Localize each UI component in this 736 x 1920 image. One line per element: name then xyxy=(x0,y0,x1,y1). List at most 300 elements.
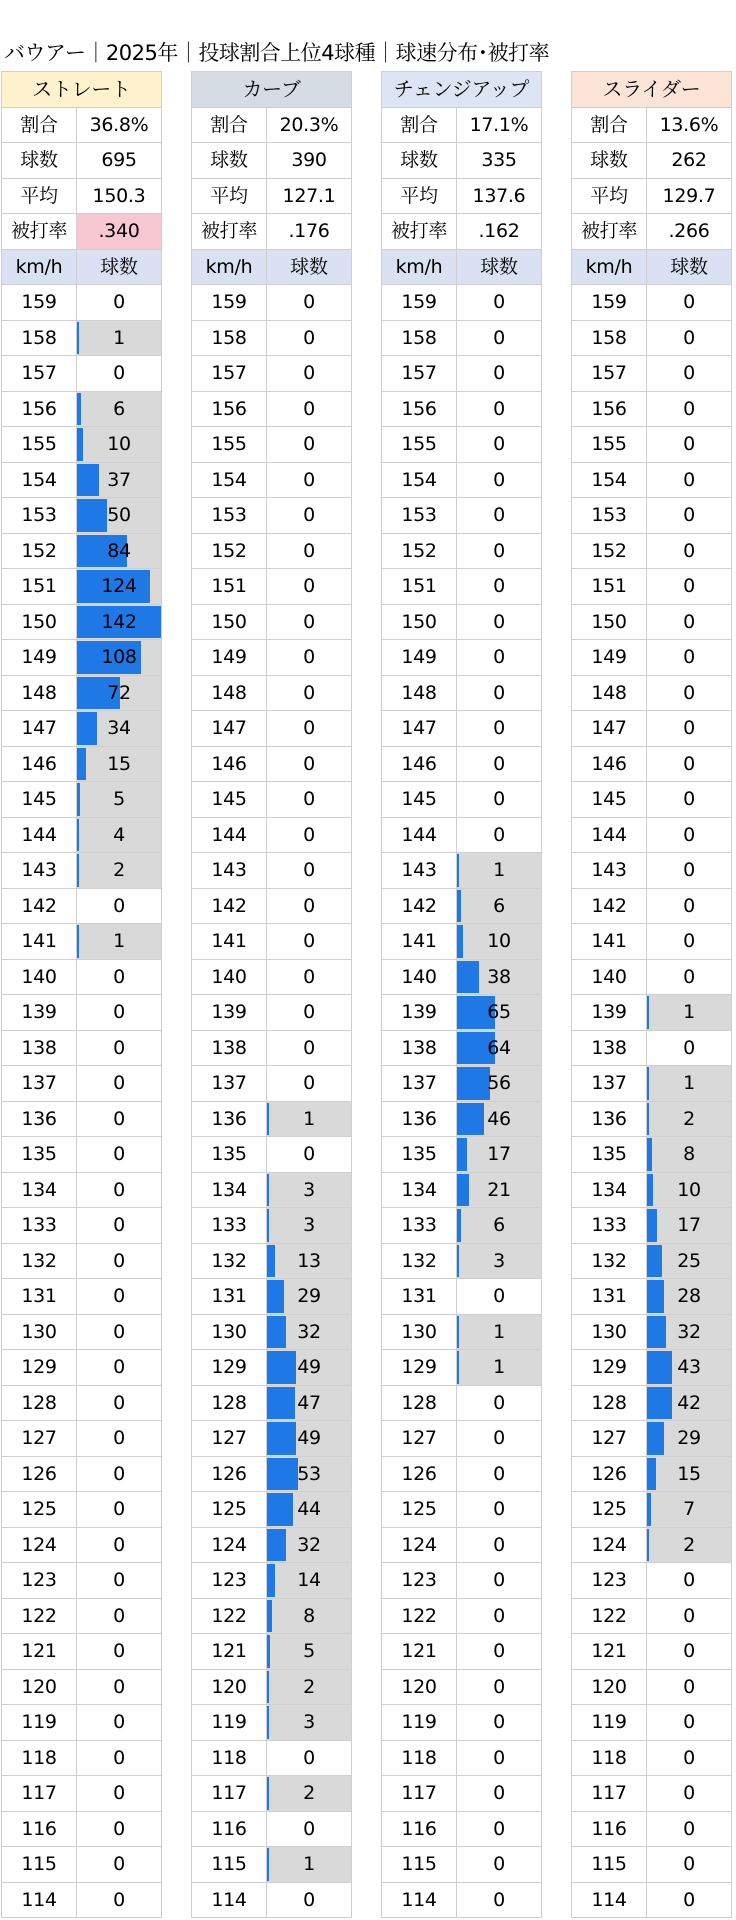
count-data-label: 0 xyxy=(113,1178,125,1201)
count-data-label: 3 xyxy=(303,1711,315,1734)
count-data-label: 0 xyxy=(303,397,315,420)
count-bar xyxy=(267,1351,296,1384)
speed-tick-label: 116 xyxy=(192,1811,267,1847)
speed-column-header: km/h xyxy=(2,249,77,285)
count-cell xyxy=(457,569,542,605)
speed-tick-label: 138 xyxy=(382,1030,457,1066)
speed-tick-label: 122 xyxy=(2,1598,77,1634)
stat-value-bavg: .162 xyxy=(457,214,542,250)
pitch-table xyxy=(191,71,352,1918)
count-data-label: 0 xyxy=(303,433,315,456)
count-data-label: 49 xyxy=(297,1427,321,1450)
count-data-label: 5 xyxy=(303,1640,315,1663)
count-data-label: 0 xyxy=(303,504,315,527)
count-data-label: 84 xyxy=(107,539,131,562)
count-data-label: 47 xyxy=(297,1391,321,1414)
count-data-label: 0 xyxy=(493,1711,505,1734)
count-bar xyxy=(77,748,86,781)
speed-tick-label: 125 xyxy=(382,1492,457,1528)
speed-tick-label: 117 xyxy=(192,1776,267,1812)
count-cell xyxy=(457,1669,542,1705)
speed-tick-label: 127 xyxy=(572,1421,647,1457)
count-data-label: 0 xyxy=(493,1746,505,1769)
speed-tick-label: 141 xyxy=(382,924,457,960)
count-cell xyxy=(77,959,162,995)
count-data-label: 0 xyxy=(303,1001,315,1024)
speed-tick-label: 117 xyxy=(382,1776,457,1812)
count-data-label: 3 xyxy=(493,1249,505,1272)
speed-tick-label: 124 xyxy=(2,1527,77,1563)
count-bar xyxy=(647,1422,664,1455)
count-cell xyxy=(457,1314,542,1350)
speed-tick-label: 134 xyxy=(2,1172,77,1208)
count-data-label: 0 xyxy=(113,291,125,314)
speed-tick-label: 128 xyxy=(192,1385,267,1421)
speed-tick-label: 119 xyxy=(572,1705,647,1741)
count-cell xyxy=(267,1634,352,1670)
count-data-label: 0 xyxy=(113,1072,125,1095)
count-cell xyxy=(77,711,162,747)
count-data-label: 0 xyxy=(683,1036,695,1059)
speed-tick-label: 127 xyxy=(192,1421,267,1457)
speed-tick-label: 159 xyxy=(2,285,77,321)
count-data-label: 108 xyxy=(101,646,137,669)
speed-tick-label: 157 xyxy=(192,356,267,392)
speed-tick-label: 123 xyxy=(572,1563,647,1599)
count-data-label: 0 xyxy=(113,1036,125,1059)
stat-label: 被打率 xyxy=(572,214,647,250)
speed-tick-label: 157 xyxy=(2,356,77,392)
speed-tick-label: 155 xyxy=(382,427,457,463)
count-cell xyxy=(457,1172,542,1208)
stat-value-ratio: 36.8% xyxy=(77,107,162,143)
count-data-label: 0 xyxy=(113,965,125,988)
count-cell xyxy=(647,427,732,463)
speed-tick-label: 146 xyxy=(192,746,267,782)
count-cell xyxy=(457,1598,542,1634)
count-data-label: 0 xyxy=(493,362,505,385)
count-data-label: 0 xyxy=(493,539,505,562)
count-data-label: 0 xyxy=(113,1746,125,1769)
count-cell xyxy=(457,1811,542,1847)
speed-tick-label: 126 xyxy=(192,1456,267,1492)
count-cell xyxy=(77,817,162,853)
count-cell xyxy=(457,604,542,640)
count-data-label: 0 xyxy=(683,1746,695,1769)
count-cell xyxy=(457,1492,542,1528)
count-data-label: 17 xyxy=(487,1143,511,1166)
speed-tick-label: 121 xyxy=(572,1634,647,1670)
count-cell xyxy=(267,356,352,392)
count-bar xyxy=(267,1387,295,1420)
count-cell xyxy=(77,640,162,676)
speed-tick-label: 127 xyxy=(382,1421,457,1457)
stat-value-count: 262 xyxy=(647,143,732,179)
count-cell xyxy=(457,1705,542,1741)
count-data-label: 64 xyxy=(487,1036,511,1059)
count-data-label: 21 xyxy=(487,1178,511,1201)
speed-tick-label: 149 xyxy=(572,640,647,676)
count-data-label: 1 xyxy=(493,859,505,882)
count-cell xyxy=(267,1456,352,1492)
speed-tick-label: 147 xyxy=(192,711,267,747)
speed-tick-label: 155 xyxy=(572,427,647,463)
count-cell xyxy=(77,1634,162,1670)
count-column-header: 球数 xyxy=(457,249,542,285)
stat-label: 球数 xyxy=(382,143,457,179)
count-cell xyxy=(457,675,542,711)
count-cell xyxy=(267,1172,352,1208)
count-data-label: 0 xyxy=(683,681,695,704)
speed-tick-label: 158 xyxy=(572,320,647,356)
count-cell xyxy=(267,1385,352,1421)
count-cell xyxy=(77,1066,162,1102)
count-data-label: 0 xyxy=(303,1143,315,1166)
count-data-label: 0 xyxy=(683,1817,695,1840)
count-cell xyxy=(267,711,352,747)
count-bar xyxy=(77,322,79,355)
speed-tick-label: 140 xyxy=(382,959,457,995)
count-data-label: 46 xyxy=(487,1107,511,1130)
count-cell xyxy=(77,1456,162,1492)
count-data-label: 0 xyxy=(493,1675,505,1698)
count-data-label: 38 xyxy=(487,965,511,988)
count-bar xyxy=(457,890,461,923)
stat-label: 平均 xyxy=(382,178,457,214)
count-data-label: 13 xyxy=(297,1249,321,1272)
speed-tick-label: 147 xyxy=(382,711,457,747)
pitch-table xyxy=(571,71,732,1918)
speed-tick-label: 116 xyxy=(572,1811,647,1847)
count-data-label: 1 xyxy=(493,1356,505,1379)
count-cell xyxy=(77,995,162,1031)
stat-label: 球数 xyxy=(2,143,77,179)
speed-tick-label: 121 xyxy=(192,1634,267,1670)
speed-tick-label: 140 xyxy=(192,959,267,995)
count-data-label: 0 xyxy=(683,504,695,527)
count-cell xyxy=(647,1882,732,1918)
count-data-label: 0 xyxy=(683,1711,695,1734)
count-cell xyxy=(647,1492,732,1528)
count-cell xyxy=(267,1847,352,1883)
count-cell xyxy=(457,1634,542,1670)
speed-tick-label: 142 xyxy=(192,888,267,924)
count-data-label: 0 xyxy=(113,1462,125,1485)
count-cell xyxy=(267,391,352,427)
count-cell xyxy=(267,888,352,924)
count-cell xyxy=(77,1776,162,1812)
count-cell xyxy=(77,1882,162,1918)
count-bar xyxy=(647,1280,664,1313)
count-data-label: 8 xyxy=(303,1604,315,1627)
count-data-label: 0 xyxy=(683,965,695,988)
count-cell xyxy=(77,1705,162,1741)
speed-tick-label: 125 xyxy=(192,1492,267,1528)
speed-tick-label: 138 xyxy=(192,1030,267,1066)
speed-tick-label: 149 xyxy=(2,640,77,676)
count-data-label: 15 xyxy=(107,752,131,775)
speed-tick-label: 143 xyxy=(2,853,77,889)
pitch-table xyxy=(381,71,542,1918)
count-data-label: 32 xyxy=(297,1320,321,1343)
count-bar xyxy=(77,712,97,745)
count-bar xyxy=(267,1209,269,1242)
count-data-label: 2 xyxy=(683,1533,695,1556)
speed-tick-label: 134 xyxy=(572,1172,647,1208)
count-data-label: 0 xyxy=(303,894,315,917)
count-cell xyxy=(77,1172,162,1208)
count-data-label: 0 xyxy=(303,965,315,988)
count-data-label: 0 xyxy=(303,646,315,669)
count-cell xyxy=(647,924,732,960)
stat-label: 割合 xyxy=(2,107,77,143)
speed-tick-label: 140 xyxy=(572,959,647,995)
count-cell xyxy=(457,1101,542,1137)
count-cell xyxy=(457,959,542,995)
count-cell xyxy=(77,1137,162,1173)
count-data-label: 49 xyxy=(297,1356,321,1379)
speed-tick-label: 149 xyxy=(192,640,267,676)
count-data-label: 1 xyxy=(683,1072,695,1095)
count-cell xyxy=(77,604,162,640)
speed-tick-label: 159 xyxy=(192,285,267,321)
count-data-label: 0 xyxy=(683,362,695,385)
count-cell xyxy=(457,1350,542,1386)
speed-column-header: km/h xyxy=(382,249,457,285)
speed-tick-label: 148 xyxy=(572,675,647,711)
count-data-label: 3 xyxy=(303,1178,315,1201)
count-data-label: 50 xyxy=(107,504,131,527)
count-data-label: 0 xyxy=(683,610,695,633)
count-cell xyxy=(77,888,162,924)
count-data-label: 15 xyxy=(677,1462,701,1485)
count-cell xyxy=(457,1740,542,1776)
speed-tick-label: 133 xyxy=(572,1208,647,1244)
count-bar xyxy=(457,1103,484,1136)
count-cell xyxy=(647,1172,732,1208)
speed-tick-label: 116 xyxy=(2,1811,77,1847)
count-cell xyxy=(457,533,542,569)
count-bar xyxy=(457,1138,467,1171)
count-data-label: 42 xyxy=(677,1391,701,1414)
count-cell xyxy=(647,1208,732,1244)
count-cell xyxy=(267,1101,352,1137)
count-cell xyxy=(647,1527,732,1563)
count-cell xyxy=(267,1030,352,1066)
count-bar xyxy=(267,1245,275,1278)
count-bar xyxy=(457,1067,490,1100)
count-data-label: 0 xyxy=(303,1888,315,1911)
count-data-label: 0 xyxy=(683,894,695,917)
count-cell xyxy=(457,1847,542,1883)
count-bar xyxy=(457,1174,469,1207)
count-data-label: 28 xyxy=(677,1285,701,1308)
count-data-label: 0 xyxy=(303,1817,315,1840)
count-cell xyxy=(77,391,162,427)
count-cell xyxy=(77,356,162,392)
count-data-label: 37 xyxy=(107,468,131,491)
speed-tick-label: 158 xyxy=(2,320,77,356)
speed-tick-label: 123 xyxy=(382,1563,457,1599)
count-data-label: 0 xyxy=(493,1569,505,1592)
speed-tick-label: 139 xyxy=(2,995,77,1031)
count-data-label: 0 xyxy=(113,1214,125,1237)
speed-tick-label: 156 xyxy=(382,391,457,427)
count-data-label: 142 xyxy=(101,610,137,633)
count-data-label: 1 xyxy=(683,1001,695,1024)
count-cell xyxy=(77,1811,162,1847)
count-cell xyxy=(267,604,352,640)
speed-tick-label: 115 xyxy=(192,1847,267,1883)
stat-label: 平均 xyxy=(2,178,77,214)
count-data-label: 4 xyxy=(113,823,125,846)
count-data-label: 0 xyxy=(683,788,695,811)
count-cell xyxy=(77,1669,162,1705)
count-cell xyxy=(267,427,352,463)
count-cell xyxy=(647,782,732,818)
count-data-label: 0 xyxy=(493,1640,505,1663)
stat-value-ratio: 20.3% xyxy=(267,107,352,143)
count-cell xyxy=(457,711,542,747)
speed-tick-label: 133 xyxy=(2,1208,77,1244)
count-data-label: 0 xyxy=(493,717,505,740)
count-data-label: 0 xyxy=(303,468,315,491)
stat-value-ratio: 13.6% xyxy=(647,107,732,143)
count-data-label: 0 xyxy=(113,362,125,385)
speed-tick-label: 143 xyxy=(572,853,647,889)
count-bar xyxy=(77,819,79,852)
count-cell xyxy=(647,888,732,924)
stat-value-bavg: .266 xyxy=(647,214,732,250)
speed-tick-label: 144 xyxy=(382,817,457,853)
speed-tick-label: 129 xyxy=(2,1350,77,1386)
count-data-label: 0 xyxy=(113,1888,125,1911)
count-cell xyxy=(457,1882,542,1918)
count-data-label: 0 xyxy=(683,752,695,775)
speed-tick-label: 128 xyxy=(2,1385,77,1421)
count-data-label: 0 xyxy=(113,1711,125,1734)
count-data-label: 0 xyxy=(493,1427,505,1450)
speed-tick-label: 135 xyxy=(382,1137,457,1173)
speed-tick-label: 152 xyxy=(2,533,77,569)
count-cell xyxy=(647,1705,732,1741)
count-cell xyxy=(267,498,352,534)
stat-value-avg: 150.3 xyxy=(77,178,162,214)
speed-tick-label: 126 xyxy=(572,1456,647,1492)
count-data-label: 0 xyxy=(683,1675,695,1698)
count-data-label: 56 xyxy=(487,1072,511,1095)
speed-tick-label: 131 xyxy=(2,1279,77,1315)
speed-tick-label: 153 xyxy=(2,498,77,534)
count-data-label: 0 xyxy=(493,752,505,775)
count-data-label: 0 xyxy=(683,717,695,740)
speed-tick-label: 152 xyxy=(192,533,267,569)
count-cell xyxy=(267,1740,352,1776)
count-data-label: 0 xyxy=(303,823,315,846)
count-data-label: 34 xyxy=(107,717,131,740)
speed-tick-label: 115 xyxy=(572,1847,647,1883)
count-data-label: 29 xyxy=(677,1427,701,1450)
count-data-label: 0 xyxy=(493,397,505,420)
speed-tick-label: 151 xyxy=(572,569,647,605)
speed-tick-label: 154 xyxy=(382,462,457,498)
count-data-label: 6 xyxy=(113,397,125,420)
speed-tick-label: 114 xyxy=(2,1882,77,1918)
count-cell xyxy=(77,1030,162,1066)
count-bar xyxy=(77,464,99,497)
count-data-label: 0 xyxy=(113,1249,125,1272)
count-cell xyxy=(267,1314,352,1350)
count-cell xyxy=(267,746,352,782)
count-data-label: 0 xyxy=(303,859,315,882)
count-data-label: 44 xyxy=(297,1498,321,1521)
count-bar xyxy=(647,1245,662,1278)
count-bar xyxy=(647,1493,651,1526)
count-data-label: 1 xyxy=(303,1853,315,1876)
stat-value-avg: 127.1 xyxy=(267,178,352,214)
speed-tick-label: 129 xyxy=(192,1350,267,1386)
count-cell xyxy=(267,1279,352,1315)
speed-tick-label: 131 xyxy=(572,1279,647,1315)
speed-tick-label: 144 xyxy=(2,817,77,853)
count-data-label: 53 xyxy=(297,1462,321,1485)
count-cell xyxy=(647,533,732,569)
count-bar xyxy=(267,1848,269,1881)
speed-tick-label: 132 xyxy=(2,1243,77,1279)
count-column-header: 球数 xyxy=(77,249,162,285)
speed-tick-label: 118 xyxy=(382,1740,457,1776)
speed-tick-label: 135 xyxy=(192,1137,267,1173)
count-cell xyxy=(647,853,732,889)
speed-tick-label: 151 xyxy=(192,569,267,605)
speed-tick-label: 136 xyxy=(382,1101,457,1137)
count-cell xyxy=(647,356,732,392)
count-cell xyxy=(457,1279,542,1315)
count-cell xyxy=(647,1101,732,1137)
speed-tick-label: 150 xyxy=(572,604,647,640)
count-data-label: 0 xyxy=(113,1391,125,1414)
count-data-label: 0 xyxy=(113,1604,125,1627)
count-bar xyxy=(267,1493,293,1526)
count-data-label: 0 xyxy=(683,326,695,349)
stat-label: 割合 xyxy=(192,107,267,143)
count-cell xyxy=(457,320,542,356)
speed-tick-label: 120 xyxy=(572,1669,647,1705)
count-data-label: 0 xyxy=(683,291,695,314)
count-column-header: 球数 xyxy=(647,249,732,285)
count-cell xyxy=(267,853,352,889)
pitch-name: チェンジアップ xyxy=(382,72,542,108)
stat-label: 被打率 xyxy=(382,214,457,250)
count-data-label: 0 xyxy=(303,1746,315,1769)
count-cell xyxy=(77,1740,162,1776)
speed-column-header: km/h xyxy=(572,249,647,285)
count-cell xyxy=(647,995,732,1031)
count-data-label: 2 xyxy=(113,859,125,882)
speed-tick-label: 144 xyxy=(192,817,267,853)
count-cell xyxy=(647,1634,732,1670)
count-data-label: 0 xyxy=(683,930,695,953)
speed-tick-label: 128 xyxy=(572,1385,647,1421)
count-cell xyxy=(457,1137,542,1173)
speed-tick-label: 118 xyxy=(2,1740,77,1776)
count-data-label: 0 xyxy=(113,1640,125,1663)
count-column-header: 球数 xyxy=(267,249,352,285)
count-bar xyxy=(267,1458,298,1491)
speed-tick-label: 138 xyxy=(2,1030,77,1066)
count-cell xyxy=(77,498,162,534)
speed-tick-label: 131 xyxy=(192,1279,267,1315)
